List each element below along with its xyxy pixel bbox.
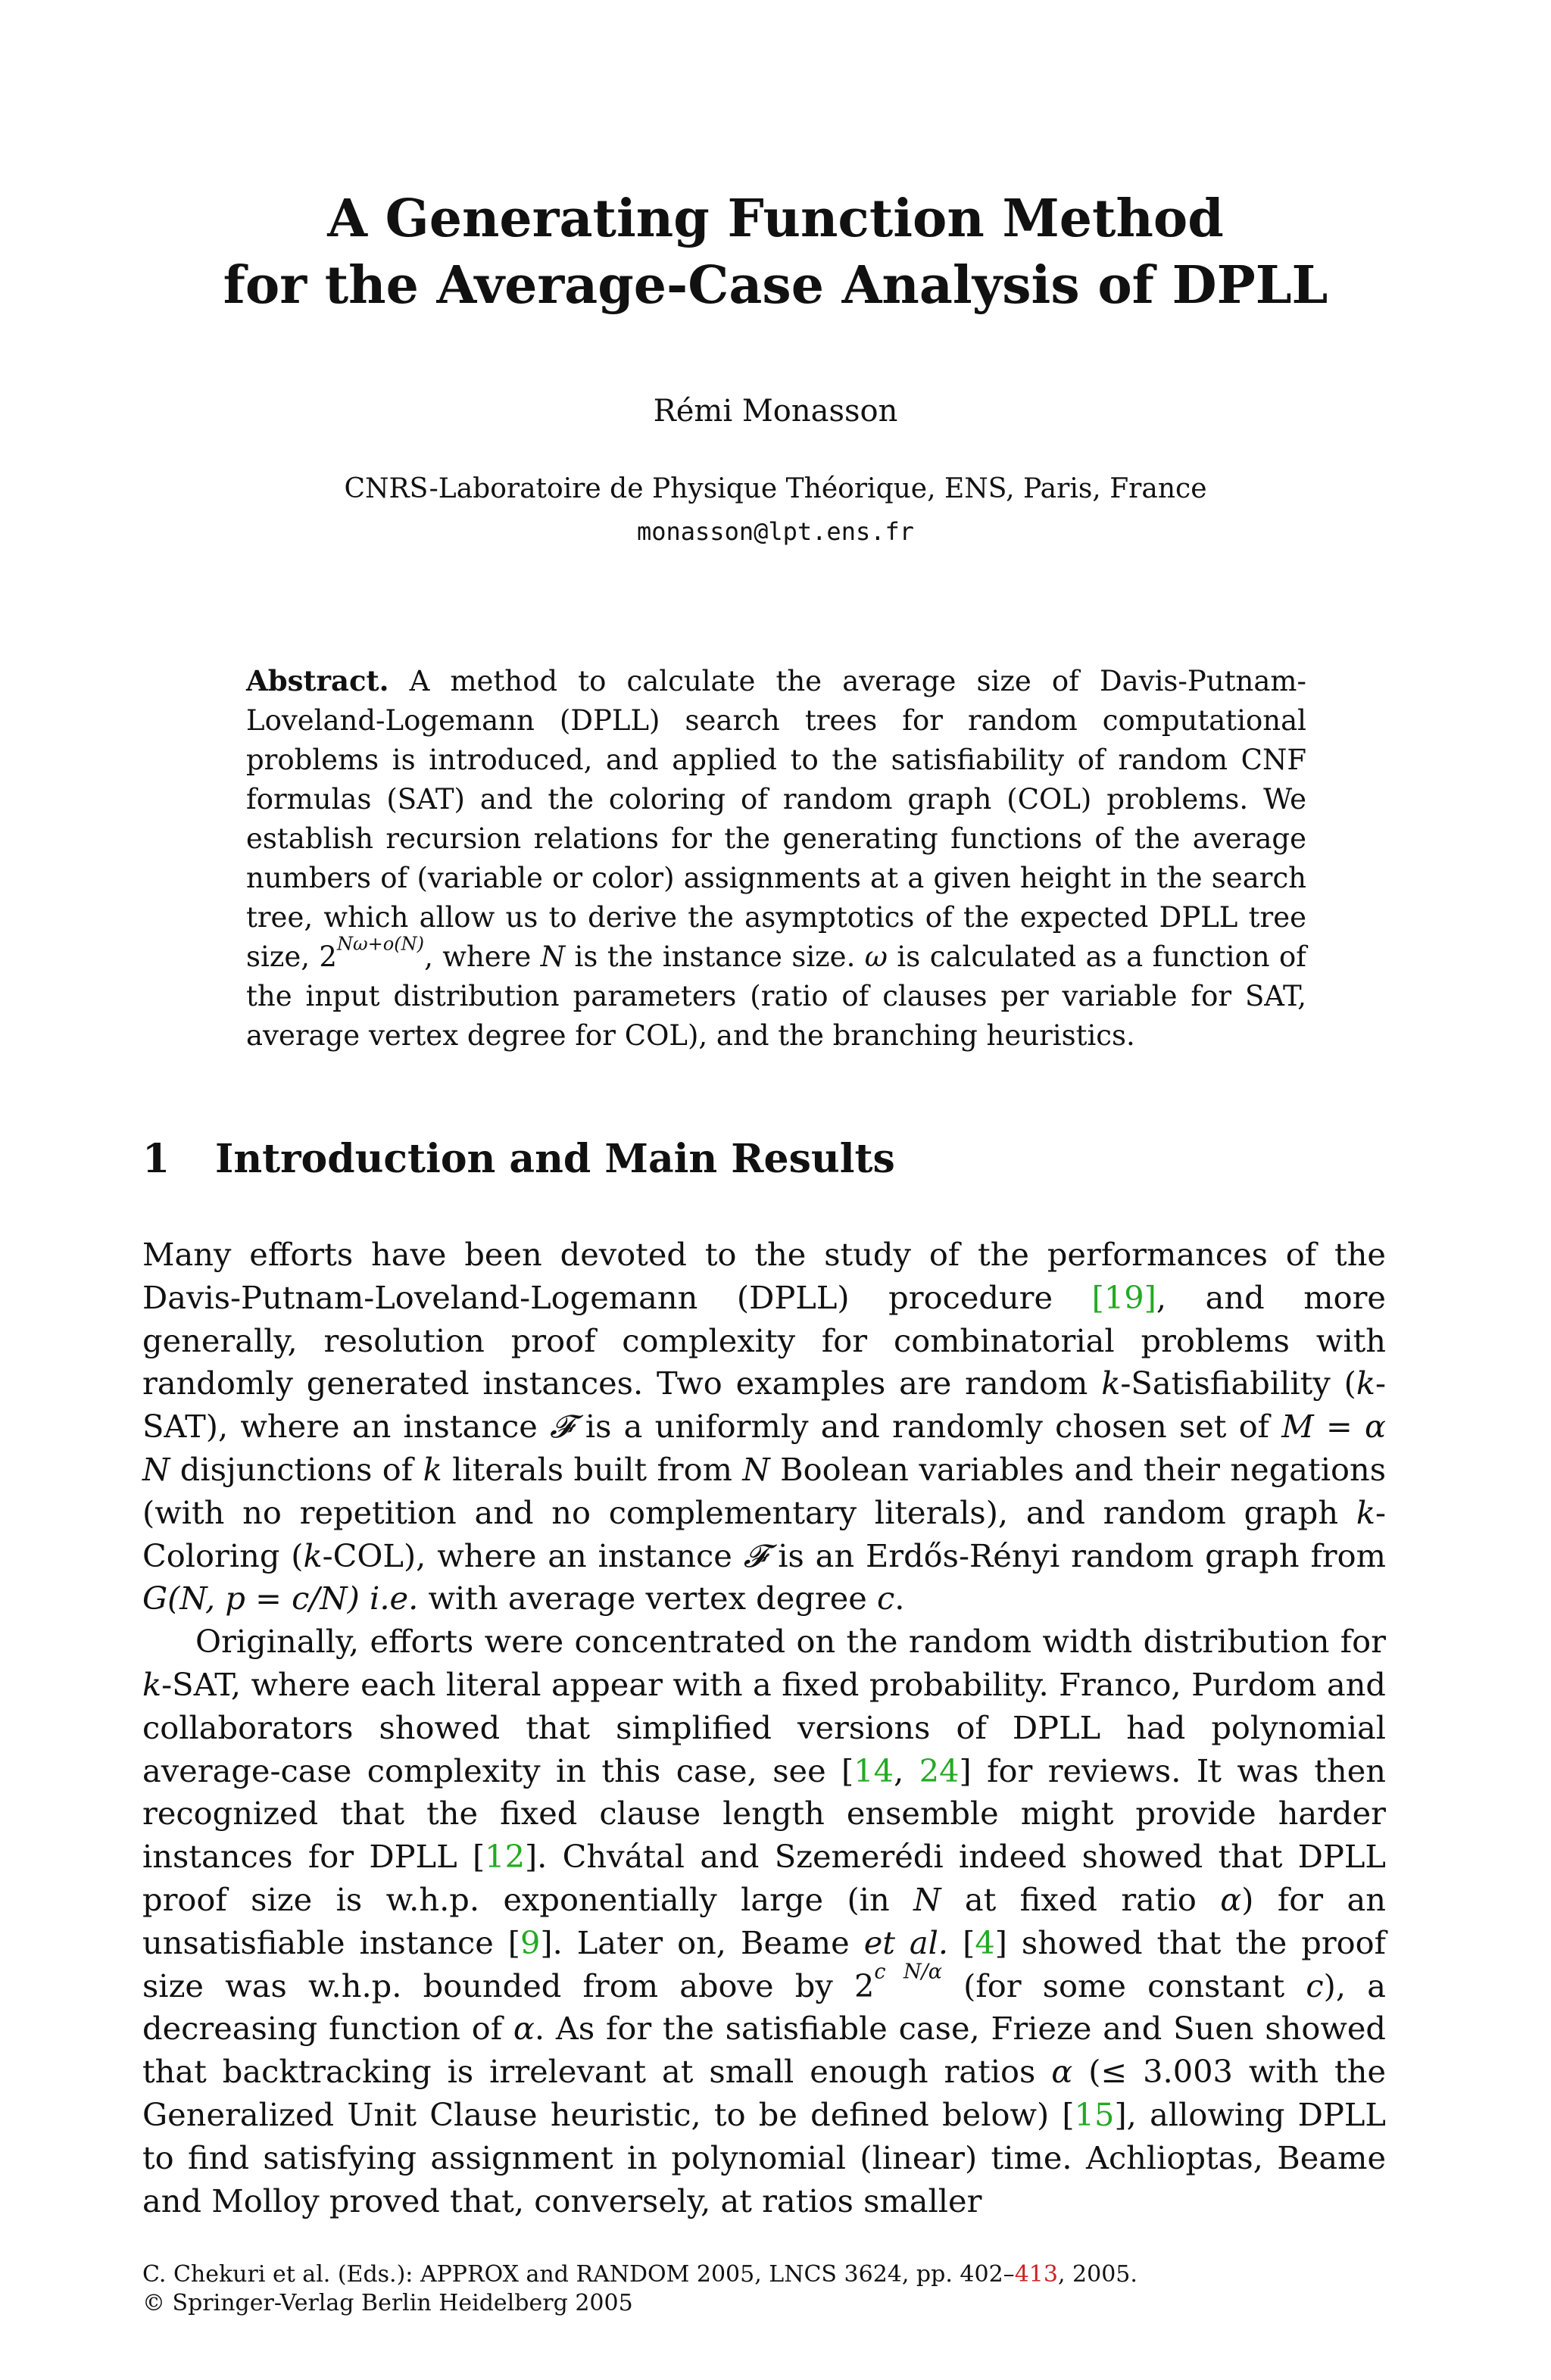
author-email[interactable]: monasson@lpt.ens.fr [636,517,915,546]
text: -SAT), where an instance [142,1365,1386,1446]
citation-link[interactable]: 12 [485,1838,525,1876]
abstract [246,661,1306,1056]
text: with average vertex degree [418,1580,878,1617]
citation-link[interactable]: 15 [1074,2095,1115,2133]
math-var: k [142,1665,162,1703]
author-name: Rémi Monasson [653,394,898,429]
emphasis: i.e. [370,1580,419,1617]
math-expression: G(N, p = c/N) [142,1580,360,1617]
text: Originally, efforts were concentrated on the random width distribution for [195,1623,1386,1661]
text: ]. Chvátal and Szemerédi indeed showed that DPLL proof size is w.h.p. exponentially large (in [142,1838,1386,1918]
page-link[interactable]: 413 [1014,2261,1058,2288]
math-var: N [913,1880,941,1918]
text: is a uniformly and randomly chosen set of [573,1408,1282,1446]
abstract-exponent: Nω+o(N) [336,933,425,955]
math-var: N [540,940,566,973]
math-var: k [423,1450,442,1488]
abstract-text: A method to calculate the average size of Davis-Putnam-Loveland-Logemann (DPLL) search trees for random computational problems is introduced, and applied to the satisfiability of random CNF formulas (SAT) and the coloring of random graph (COL) problems. We establish recursion relations for the generating functions of the average numbers of (variable or color) assignments at a given height in the search tree, which allow us to derive the asymptotics of the expected DPLL tree size, 2 [246,665,1306,973]
section-number: 1 [142,1136,170,1182]
math-var: c [877,1580,895,1617]
text: -SAT, where each literal appear with a fixed probability. Franco, Purdom and collaborators showed that simplified versions of DPLL had polynomial average-case complexity in this case, see [ [142,1665,1386,1789]
title-line-2: for the Average-Case Analysis of DPLL [223,255,1328,316]
title-line-1: A Generating Function Method [327,189,1224,249]
math-exponent: c N/α [874,1960,942,1984]
text: C. Chekuri et al. (Eds.): APPROX and RANDOM 2005, LNCS 3624, pp. 402– [142,2261,1015,2288]
emphasis: et al. [863,1923,949,1961]
text [360,1580,370,1617]
text: disjunctions of [170,1450,423,1488]
text: Boolean variables and their negations (with no repetition and no complementary literals), and random graph [142,1450,1386,1531]
math-expression: M = α N [142,1408,1386,1488]
math-var: k [1356,1493,1375,1531]
math-var: α [513,2010,535,2048]
math-var: k [303,1536,323,1574]
text: -COL), where an instance [322,1536,744,1574]
text: , 2005. [1057,2261,1138,2288]
text: at fixed ratio [941,1880,1221,1918]
citation-link[interactable]: 4 [975,1923,995,1961]
math-var: k [1101,1365,1121,1402]
text: -Coloring ( [142,1493,1386,1574]
paragraph-1 [142,1234,1386,1620]
citation-link[interactable]: 9 [520,1923,541,1961]
math-var: c [1306,1967,1324,2004]
math-var: k [1356,1365,1375,1402]
text: , [894,1751,919,1789]
text: ] showed that the proof size was w.h.p. bounded from above by 2 [142,1923,1387,2004]
text: ), a decreasing function of [142,1967,1386,2048]
text: . As for the satisfiable case, Frieze and Suen showed that backtracking is irrelevant at small enough ratios [142,2010,1386,2091]
footer-copyright: © Springer-Verlag Berlin Heidelberg 2005 [142,2290,633,2316]
abstract-text: , where [424,940,541,973]
text: is an Erdős-Rényi random graph from [766,1536,1386,1574]
math-var: α [1220,1880,1242,1918]
text: . [894,1580,905,1617]
abstract-text: is the instance size. [565,940,865,973]
footer [142,2260,1138,2318]
math-var: 𝓕 [743,1536,767,1574]
text: -Satisfiability ( [1120,1365,1356,1402]
text: , and more generally, resolution proof complexity for combinatorial problems with randomly generated instances. Two examples are random [142,1278,1386,1402]
text: ], allowing DPLL to find satisfying assignment in polynomial (linear) time. Achlioptas, Beame and Molloy proved that, conversely, at ratios smaller [142,2095,1386,2219]
text: (≤ 3.003 with the Generalized Unit Clause heuristic, to be defined below) [ [142,2053,1387,2133]
paper-title [0,186,1551,319]
text: [ [948,1923,975,1961]
paragraph-2 [142,1620,1386,2222]
text: ]. Later on, Beame [540,1923,864,1961]
text: ) for an unsatisfiable instance [ [142,1880,1386,1961]
text: Many efforts have been devoted to the study of the performances of the Davis-Putnam-Loveland-Logemann (DPLL) procedure [142,1236,1386,1316]
text: literals built from [442,1450,743,1488]
abstract-text: is calculated as a function of the input distribution parameters (ratio of clauses per variable for SAT, average vertex degree for COL), and the branching heuristics. [246,940,1306,1052]
citation-link[interactable]: 14 [854,1751,894,1789]
section-title: Introduction and Main Results [215,1136,895,1182]
math-var: α [1051,2053,1073,2091]
footer-citation [142,2260,1138,2289]
body-text [142,1234,1386,2222]
section-heading [142,1136,895,1182]
citation-link[interactable]: [19] [1091,1278,1156,1316]
citation-link[interactable]: 24 [919,1751,960,1789]
math-var: 𝓕 [549,1408,573,1446]
author-affiliation: CNRS-Laboratoire de Physique Théorique, ENS, Paris, France [344,473,1207,504]
abstract-label: Abstract. [246,664,389,697]
text: ] for reviews. It was then recognized that the fixed clause length ensemble might provide harder instances for DPLL [ [142,1751,1387,1876]
math-var: ω [864,940,888,973]
math-var: N [742,1450,770,1488]
text: (for some constant [941,1967,1306,2004]
